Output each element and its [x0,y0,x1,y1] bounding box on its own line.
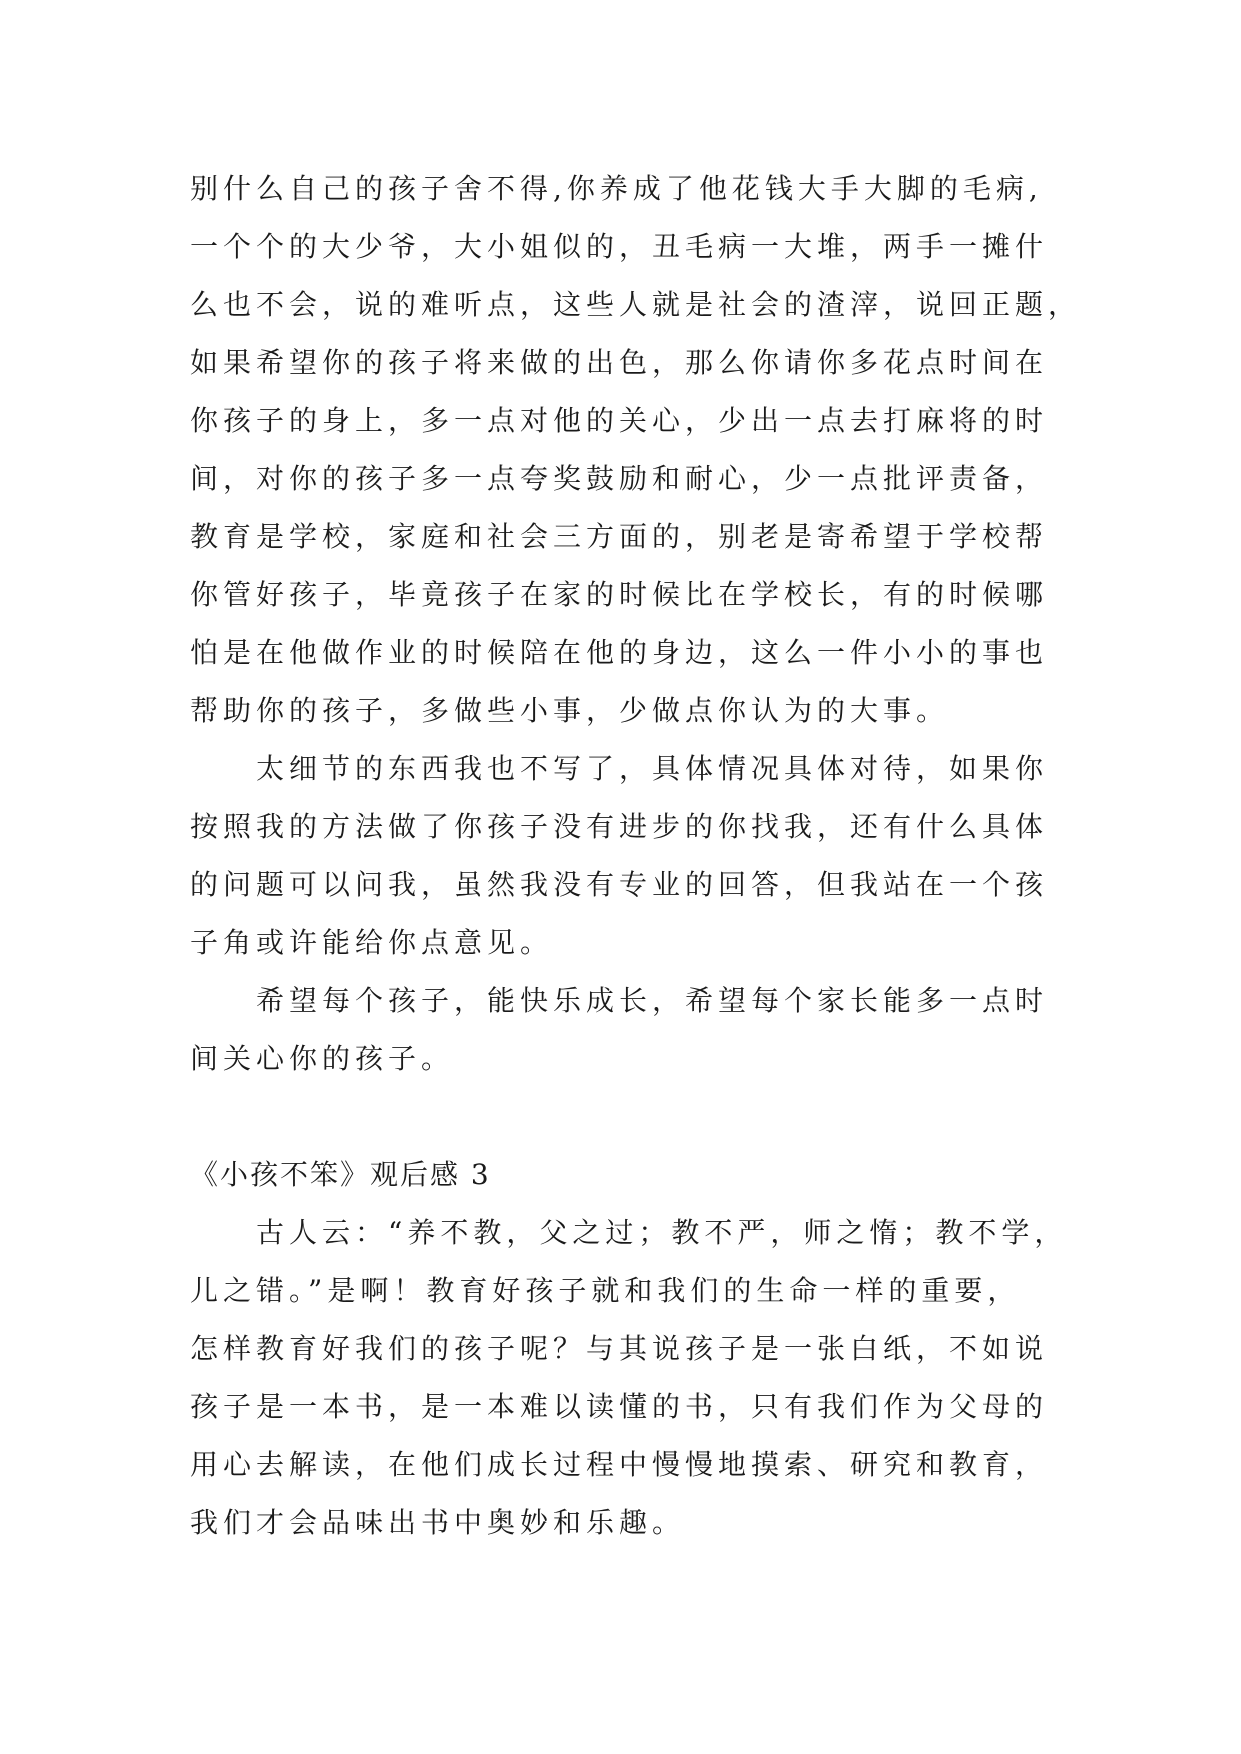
text-line: 一个个的大少爷，大小姐似的，丑毛病一大堆，两手一摊什 [190,230,1049,263]
text-line: 古人云：“养不教，父之过；教不严，师之惰；教不学， [256,1216,1068,1249]
text-line: 的问题可以问我，虽然我没有专业的回答，但我站在一个孩 [190,868,1049,901]
text-line: 我们才会品味出书中奥妙和乐趣。 [190,1506,686,1539]
paragraph-ancients [190,1204,1070,1552]
text-line: 儿之错。”是啊！教育好孩子就和我们的生命一样的重要， [190,1274,1021,1307]
text-line: 希望每个孩子，能快乐成长，希望每个家长能多一点时 [256,984,1049,1017]
document-body [190,160,1082,1552]
text-line: 么也不会，说的难听点，这些人就是社会的渣滓，说回正题， [190,288,1082,321]
text-line: 别什么自己的孩子舍不得,你养成了他花钱大手大脚的毛病, [190,172,1043,205]
paragraph-hope [190,972,1070,1088]
paragraph-details [190,740,1070,972]
text-line: 怕是在他做作业的时候陪在他的身边，这么一件小小的事也 [190,636,1049,669]
paragraph-continued [190,160,1082,740]
text-line: 你管好孩子，毕竟孩子在家的时候比在学校长，有的时候哪 [190,578,1049,611]
text-line: 孩子是一本书，是一本难以读懂的书，只有我们作为父母的 [190,1390,1049,1423]
blank-line [190,1088,1070,1146]
text-line: 按照我的方法做了你孩子没有进步的你找我，还有什么具体 [190,810,1049,843]
text-line: 教育是学校，家庭和社会三方面的，别老是寄希望于学校帮 [190,520,1049,553]
section-heading: 《小孩不笨》观后感 3 [190,1158,491,1191]
text-line: 如果希望你的孩子将来做的出色，那么你请你多花点时间在 [190,346,1049,379]
text-line: 怎样教育好我们的孩子呢？与其说孩子是一张白纸，不如说 [190,1332,1049,1365]
text-line: 你孩子的身上，多一点对他的关心，少出一点去打麻将的时 [190,404,1049,437]
text-line: 太细节的东西我也不写了，具体情况具体对待，如果你 [256,752,1049,785]
text-line: 间关心你的孩子。 [190,1042,455,1075]
text-line: 用心去解读，在他们成长过程中慢慢地摸索、研究和教育， [190,1448,1049,1481]
text-line: 子角或许能给你点意见。 [190,926,554,959]
text-line: 帮助你的孩子，多做些小事，少做点你认为的大事。 [190,694,950,727]
text-line: 间，对你的孩子多一点夸奖鼓励和耐心，少一点批评责备， [190,462,1049,495]
